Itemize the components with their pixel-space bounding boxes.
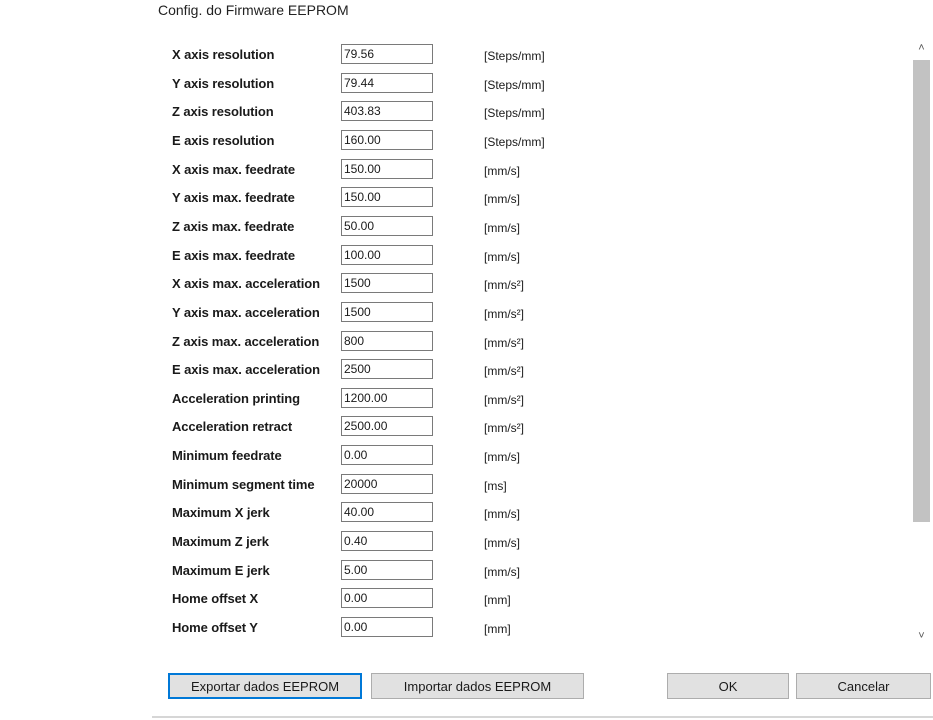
- setting-unit: [Steps/mm]: [484, 106, 545, 121]
- setting-row: [160, 245, 900, 269]
- setting-value-field[interactable]: [341, 416, 433, 436]
- setting-unit: [mm/s²]: [484, 421, 524, 436]
- setting-row: [160, 560, 900, 584]
- setting-unit: [Steps/mm]: [484, 134, 545, 149]
- bottom-divider: [152, 716, 933, 718]
- setting-row: [160, 101, 900, 125]
- chevron-up-icon[interactable]: ˄: [918, 42, 925, 54]
- setting-row: [160, 474, 900, 498]
- setting-label: X axis max. feedrate: [172, 161, 296, 177]
- scrollbar-thumb[interactable]: [913, 60, 930, 522]
- setting-label: Minimum feedrate: [172, 448, 282, 464]
- setting-unit: [mm/s²]: [484, 364, 524, 379]
- setting-unit: [mm]: [484, 593, 511, 608]
- setting-label: E axis max. feedrate: [172, 247, 296, 263]
- cancel-button[interactable]: Cancelar: [796, 673, 931, 699]
- setting-unit: [Steps/mm]: [484, 77, 545, 92]
- setting-value-field[interactable]: [341, 273, 433, 293]
- settings-list[interactable]: [160, 38, 912, 646]
- setting-value-field[interactable]: [341, 502, 433, 522]
- setting-row: [160, 73, 900, 97]
- setting-label: Z axis max. feedrate: [172, 218, 295, 234]
- setting-unit: [mm/s²]: [484, 335, 524, 350]
- setting-row: [160, 331, 900, 355]
- setting-row: [160, 273, 900, 297]
- setting-label: Z axis max. acceleration: [172, 333, 320, 349]
- setting-unit: [mm/s]: [484, 192, 520, 207]
- setting-value-field[interactable]: [341, 331, 433, 351]
- setting-value-field[interactable]: [341, 73, 433, 93]
- setting-value-field[interactable]: [341, 445, 433, 465]
- setting-row: [160, 302, 900, 326]
- setting-unit: [mm/s]: [484, 507, 520, 522]
- setting-value-field[interactable]: [341, 359, 433, 379]
- setting-row: [160, 388, 900, 412]
- vertical-scrollbar[interactable]: [912, 38, 931, 646]
- setting-row: [160, 416, 900, 440]
- setting-unit: [Steps/mm]: [484, 49, 545, 63]
- setting-label: Maximum E jerk: [172, 562, 270, 578]
- setting-row: [160, 531, 900, 555]
- setting-row: [160, 502, 900, 526]
- setting-unit: [mm/s]: [484, 220, 520, 235]
- setting-row: [160, 216, 900, 240]
- setting-row: [160, 588, 900, 612]
- chevron-down-icon[interactable]: ˅: [918, 630, 925, 642]
- setting-value-field[interactable]: [341, 44, 433, 64]
- setting-row: [160, 617, 900, 641]
- setting-unit: [mm/s]: [484, 450, 520, 465]
- setting-value-field[interactable]: [341, 531, 433, 551]
- setting-value-field[interactable]: [341, 474, 433, 494]
- setting-unit: [mm/s²]: [484, 392, 524, 407]
- setting-value-field[interactable]: [341, 617, 433, 637]
- setting-label: Minimum segment time: [172, 476, 315, 492]
- setting-row: [160, 187, 900, 211]
- setting-unit: [mm/s]: [484, 564, 520, 579]
- setting-unit: [mm/s]: [484, 536, 520, 550]
- setting-unit: [mm/s²]: [484, 278, 524, 293]
- setting-label: Acceleration retract: [172, 419, 293, 435]
- setting-label: Home offset Y: [172, 620, 258, 635]
- setting-value-field[interactable]: [341, 187, 433, 207]
- setting-value-field[interactable]: [341, 588, 433, 608]
- import-eeprom-button[interactable]: Importar dados EEPROM: [371, 673, 584, 699]
- setting-unit: [mm]: [484, 622, 511, 636]
- setting-row: [160, 445, 900, 469]
- setting-label: Y axis max. acceleration: [172, 304, 320, 320]
- setting-label: Y axis max. feedrate: [172, 190, 295, 206]
- setting-value-field[interactable]: [341, 159, 433, 179]
- setting-label: Acceleration printing: [172, 390, 300, 406]
- setting-value-field[interactable]: [341, 130, 433, 150]
- ok-button[interactable]: OK: [667, 673, 789, 699]
- setting-label: E axis resolution: [172, 132, 275, 148]
- setting-label: Home offset X: [172, 591, 259, 607]
- setting-label: Maximum Z jerk: [172, 534, 269, 549]
- setting-row: [160, 159, 900, 183]
- setting-row: [160, 130, 900, 154]
- setting-unit: [ms]: [484, 478, 507, 493]
- setting-value-field[interactable]: [341, 388, 433, 408]
- setting-label: X axis max. acceleration: [172, 276, 320, 292]
- dialog-title: Config. do Firmware EEPROM: [158, 2, 349, 18]
- setting-value-field[interactable]: [341, 560, 433, 580]
- export-eeprom-button[interactable]: Exportar dados EEPROM: [168, 673, 362, 699]
- setting-row: [160, 359, 900, 383]
- setting-unit: [mm/s]: [484, 249, 520, 264]
- setting-value-field[interactable]: [341, 302, 433, 322]
- setting-value-field[interactable]: [341, 216, 433, 236]
- setting-value-field[interactable]: [341, 101, 433, 121]
- setting-value-field[interactable]: [341, 245, 433, 265]
- setting-unit: [mm/s]: [484, 163, 520, 178]
- setting-label: Z axis resolution: [172, 104, 274, 120]
- setting-unit: [mm/s²]: [484, 306, 524, 321]
- setting-row: [160, 44, 900, 68]
- setting-label: Y axis resolution: [172, 75, 275, 91]
- setting-label: Maximum X jerk: [172, 505, 270, 521]
- setting-label: E axis max. acceleration: [172, 362, 320, 378]
- setting-label: X axis resolution: [172, 47, 275, 62]
